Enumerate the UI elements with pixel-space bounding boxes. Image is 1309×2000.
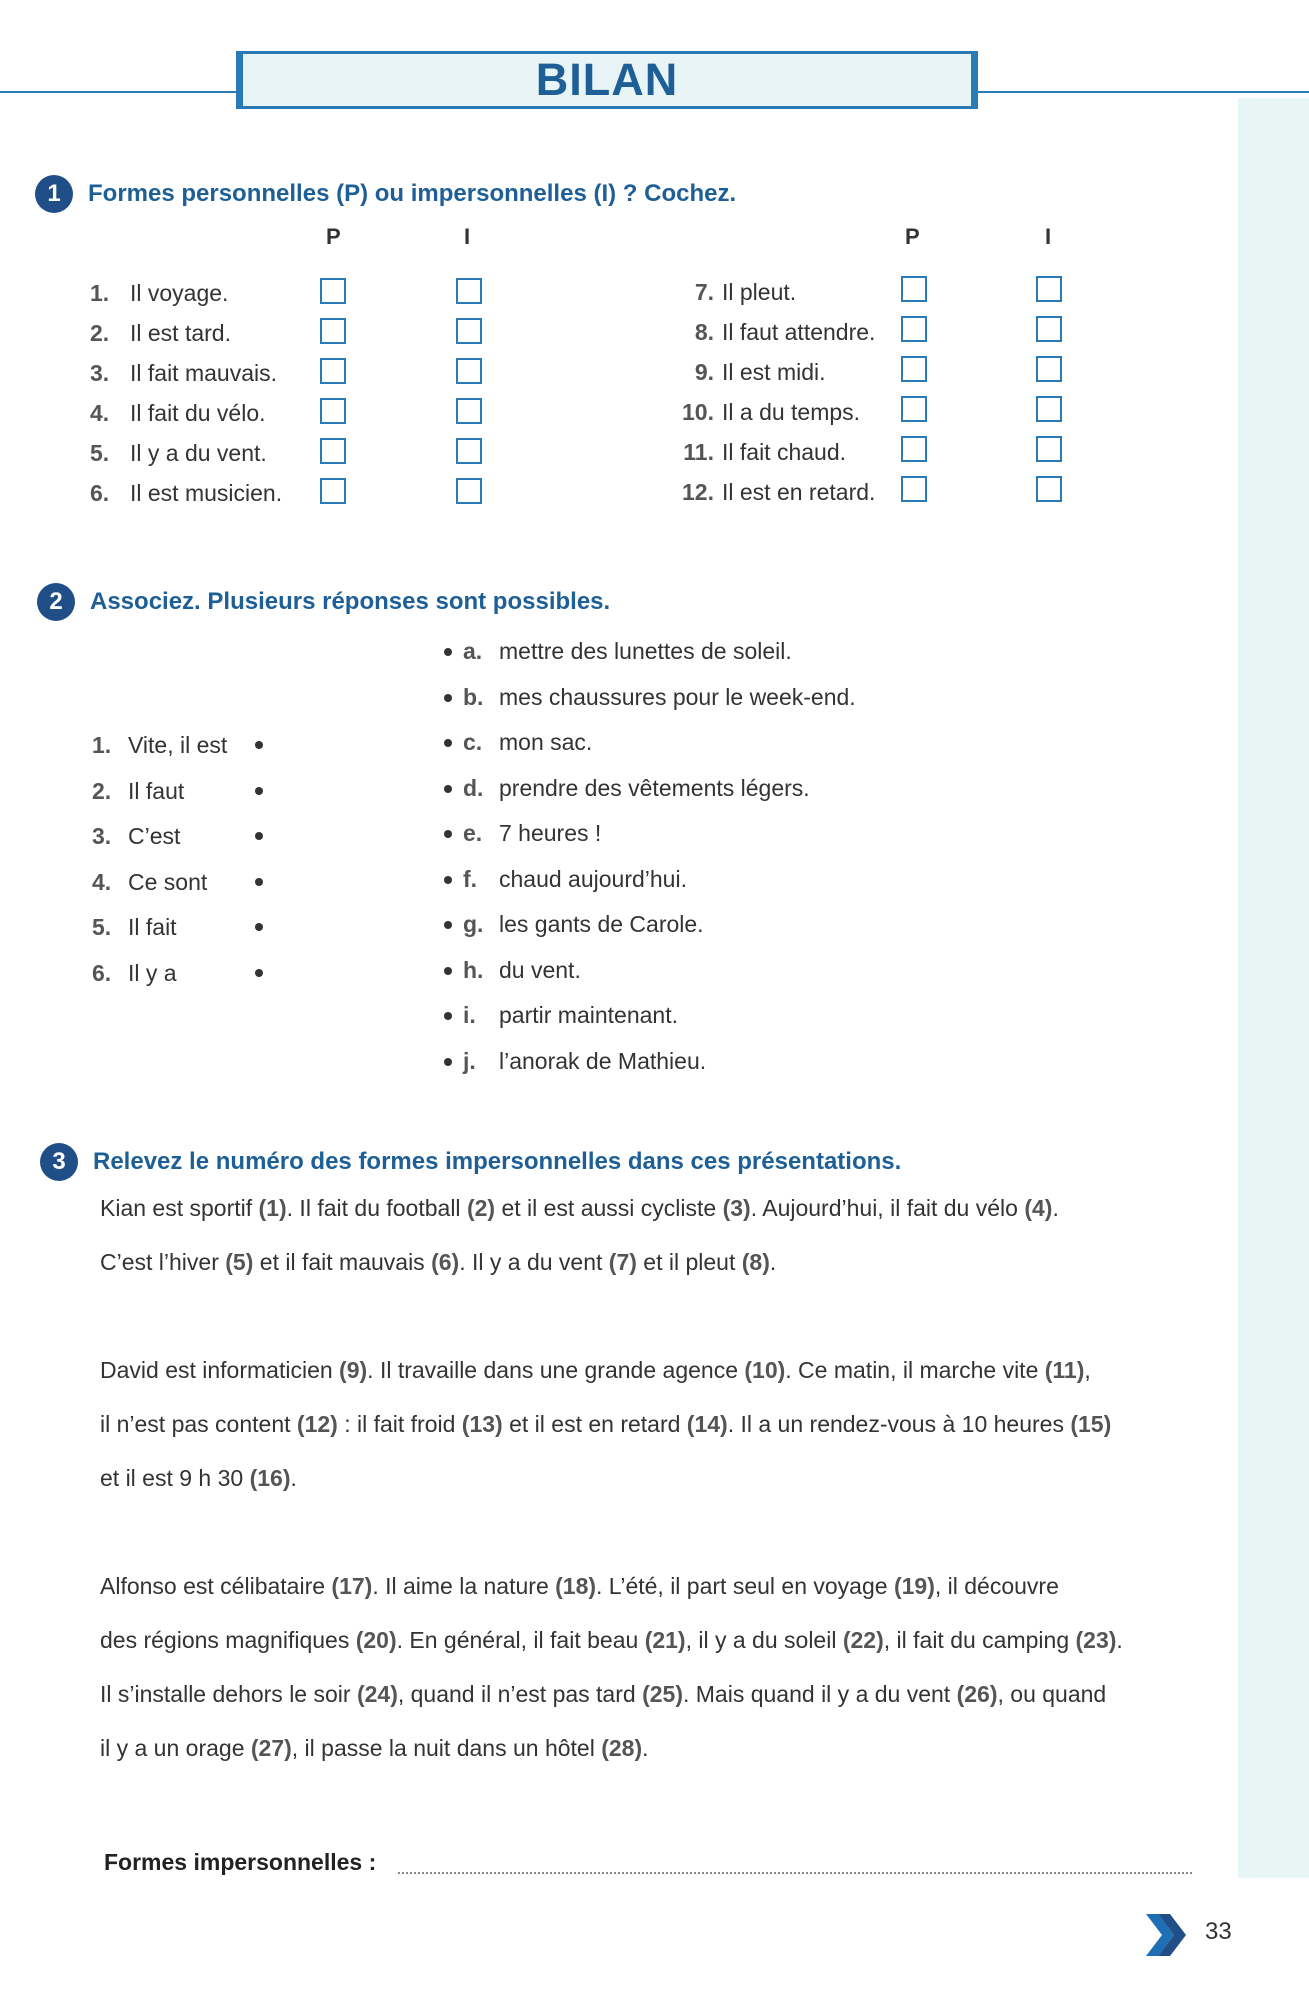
presentation-kian: Kian est sportif (1). Il fait du football (2) et il est aussi cycliste (3). Aujourd’hui, il fait du vélo (4). C’est l’hiver (5) et il fait mauvais (6). Il y a du vent (7) et il pleut (8). [100,1195,1059,1275]
match-dot-right-a[interactable] [444,648,452,656]
ex1-item: 3. Il fait mauvais. [90,360,277,386]
checkbox-10-p[interactable] [901,396,927,422]
ex2-left-item: 3. C’est [92,823,181,849]
match-dot-right-d[interactable] [444,785,452,793]
side-band [1238,98,1309,1878]
exercise-1-title: Formes personnelles (P) ou impersonnelles (I) ? Cochez. [88,180,737,207]
checkbox-10-i[interactable] [1036,396,1062,422]
ex2-answer: c. mon sac. [463,729,593,755]
checkbox-5-p[interactable] [320,438,346,464]
checkbox-2-p[interactable] [320,318,346,344]
match-dot-left-3[interactable] [255,832,263,840]
checkbox-1-i[interactable] [456,278,482,304]
checkbox-7-i[interactable] [1036,276,1062,302]
ex2-left-item: 5. Il fait [92,914,177,940]
ex2-answer: i. partir maintenant. [463,1002,678,1028]
checkbox-6-i[interactable] [456,478,482,504]
ex2-answer: e. 7 heures ! [463,820,602,846]
answer-line[interactable] [398,1872,1192,1874]
ex2-answer: h. du vent. [463,957,581,983]
checkbox-6-p[interactable] [320,478,346,504]
match-dot-right-e[interactable] [444,830,452,838]
ex2-answer: f. chaud aujourd’hui. [463,866,687,892]
match-dot-left-2[interactable] [255,787,263,795]
ex1-item: 5. Il y a du vent. [90,440,267,466]
ex1-item: 2. Il est tard. [90,320,231,346]
ex1-item: 6. Il est musicien. [90,480,283,506]
checkbox-12-i[interactable] [1036,476,1062,502]
checkbox-8-i[interactable] [1036,316,1062,342]
ex1-item: 7. Il pleut. [694,279,797,305]
checkbox-3-i[interactable] [456,358,482,384]
checkbox-8-p[interactable] [901,316,927,342]
exercise-2-title: Associez. Plusieurs réponses sont possibles. [90,588,611,615]
match-dot-right-g[interactable] [444,921,452,929]
header-rule-left [0,91,238,93]
ex2-left-item: 6. Il y a [92,960,177,986]
ex1-item: 12. Il est en retard. [682,479,876,505]
match-dot-left-6[interactable] [255,969,263,977]
column-p-right: P [905,224,920,249]
checkbox-2-i[interactable] [456,318,482,344]
exercise-3-number: 3 [40,1143,78,1181]
exercise-3-title: Relevez le numéro des formes impersonnelles dans ces présentations. [93,1148,902,1175]
ex2-left-item: 1. Vite, il est [92,732,228,758]
match-dot-right-i[interactable] [444,1012,452,1020]
checkbox-11-p[interactable] [901,436,927,462]
header-rule-right [976,91,1309,93]
ex2-answer: j. l’anorak de Mathieu. [463,1048,707,1074]
column-i-left: I [464,224,471,249]
ex1-item: 1. Il voyage. [90,280,229,306]
checkbox-5-i[interactable] [456,438,482,464]
answer-label: Formes impersonnelles : [104,1849,377,1875]
ex1-item: 8. Il faut attendre. [694,319,876,345]
ex2-answer: a. mettre des lunettes de soleil. [463,638,792,664]
ex2-answer: g. les gants de Carole. [463,911,704,937]
ex1-item: 4. Il fait du vélo. [90,400,266,426]
match-dot-right-f[interactable] [444,876,452,884]
match-dot-left-4[interactable] [255,878,263,886]
ex1-item: 9. Il est midi. [694,359,826,385]
checkbox-4-p[interactable] [320,398,346,424]
ex2-answer: d. prendre des vêtements légers. [463,775,810,801]
presentation-david: David est informaticien (9). Il travaille dans une grande agence (10). Ce matin, il marche vite (11), il n’est pas content (12) : il fait froid (13) et il est en retard (14). Il a un rendez-vous à 10 heures (15) et il est 9 h 30 (16). [100,1357,1112,1491]
column-p-left: P [326,224,341,249]
title-banner [236,51,978,109]
chevron-right-icon [1144,1912,1186,1958]
match-dot-left-5[interactable] [255,923,263,931]
page-title: BILAN [535,54,679,105]
ex1-item: 11. Il fait chaud. [683,439,847,465]
ex2-left-item: 4. Ce sont [92,869,208,895]
checkbox-9-p[interactable] [901,356,927,382]
match-dot-right-j[interactable] [444,1058,452,1066]
checkbox-1-p[interactable] [320,278,346,304]
match-dot-right-c[interactable] [444,739,452,747]
checkbox-12-p[interactable] [901,476,927,502]
match-dot-right-b[interactable] [444,694,452,702]
match-dot-left-1[interactable] [255,741,263,749]
ex1-item: 10. Il a du temps. [682,399,861,425]
match-dot-right-h[interactable] [444,967,452,975]
checkbox-7-p[interactable] [901,276,927,302]
checkbox-3-p[interactable] [320,358,346,384]
ex2-answer: b. mes chaussures pour le week-end. [463,684,856,710]
checkbox-9-i[interactable] [1036,356,1062,382]
checkbox-11-i[interactable] [1036,436,1062,462]
presentation-alfonso: Alfonso est célibataire (17). Il aime la nature (18). L’été, il part seul en voyage (19), il découvre des régions magnifiques (20). En général, il fait beau (21), il y a du soleil (22), il fait du camping (23). Il s’installe dehors le soir (24), quand il n’est pas tard (25). Mais quand il y a du vent (26), ou quand il y a un orage (27), il passe la nuit dans un hôtel (28). [100,1573,1123,1761]
checkbox-4-i[interactable] [456,398,482,424]
column-i-right: I [1045,224,1052,249]
exercise-2-number: 2 [37,583,75,621]
ex2-left-item: 2. Il faut [92,778,185,804]
page-number: 33 [1205,1918,1232,1945]
exercise-1-number: 1 [35,175,73,213]
